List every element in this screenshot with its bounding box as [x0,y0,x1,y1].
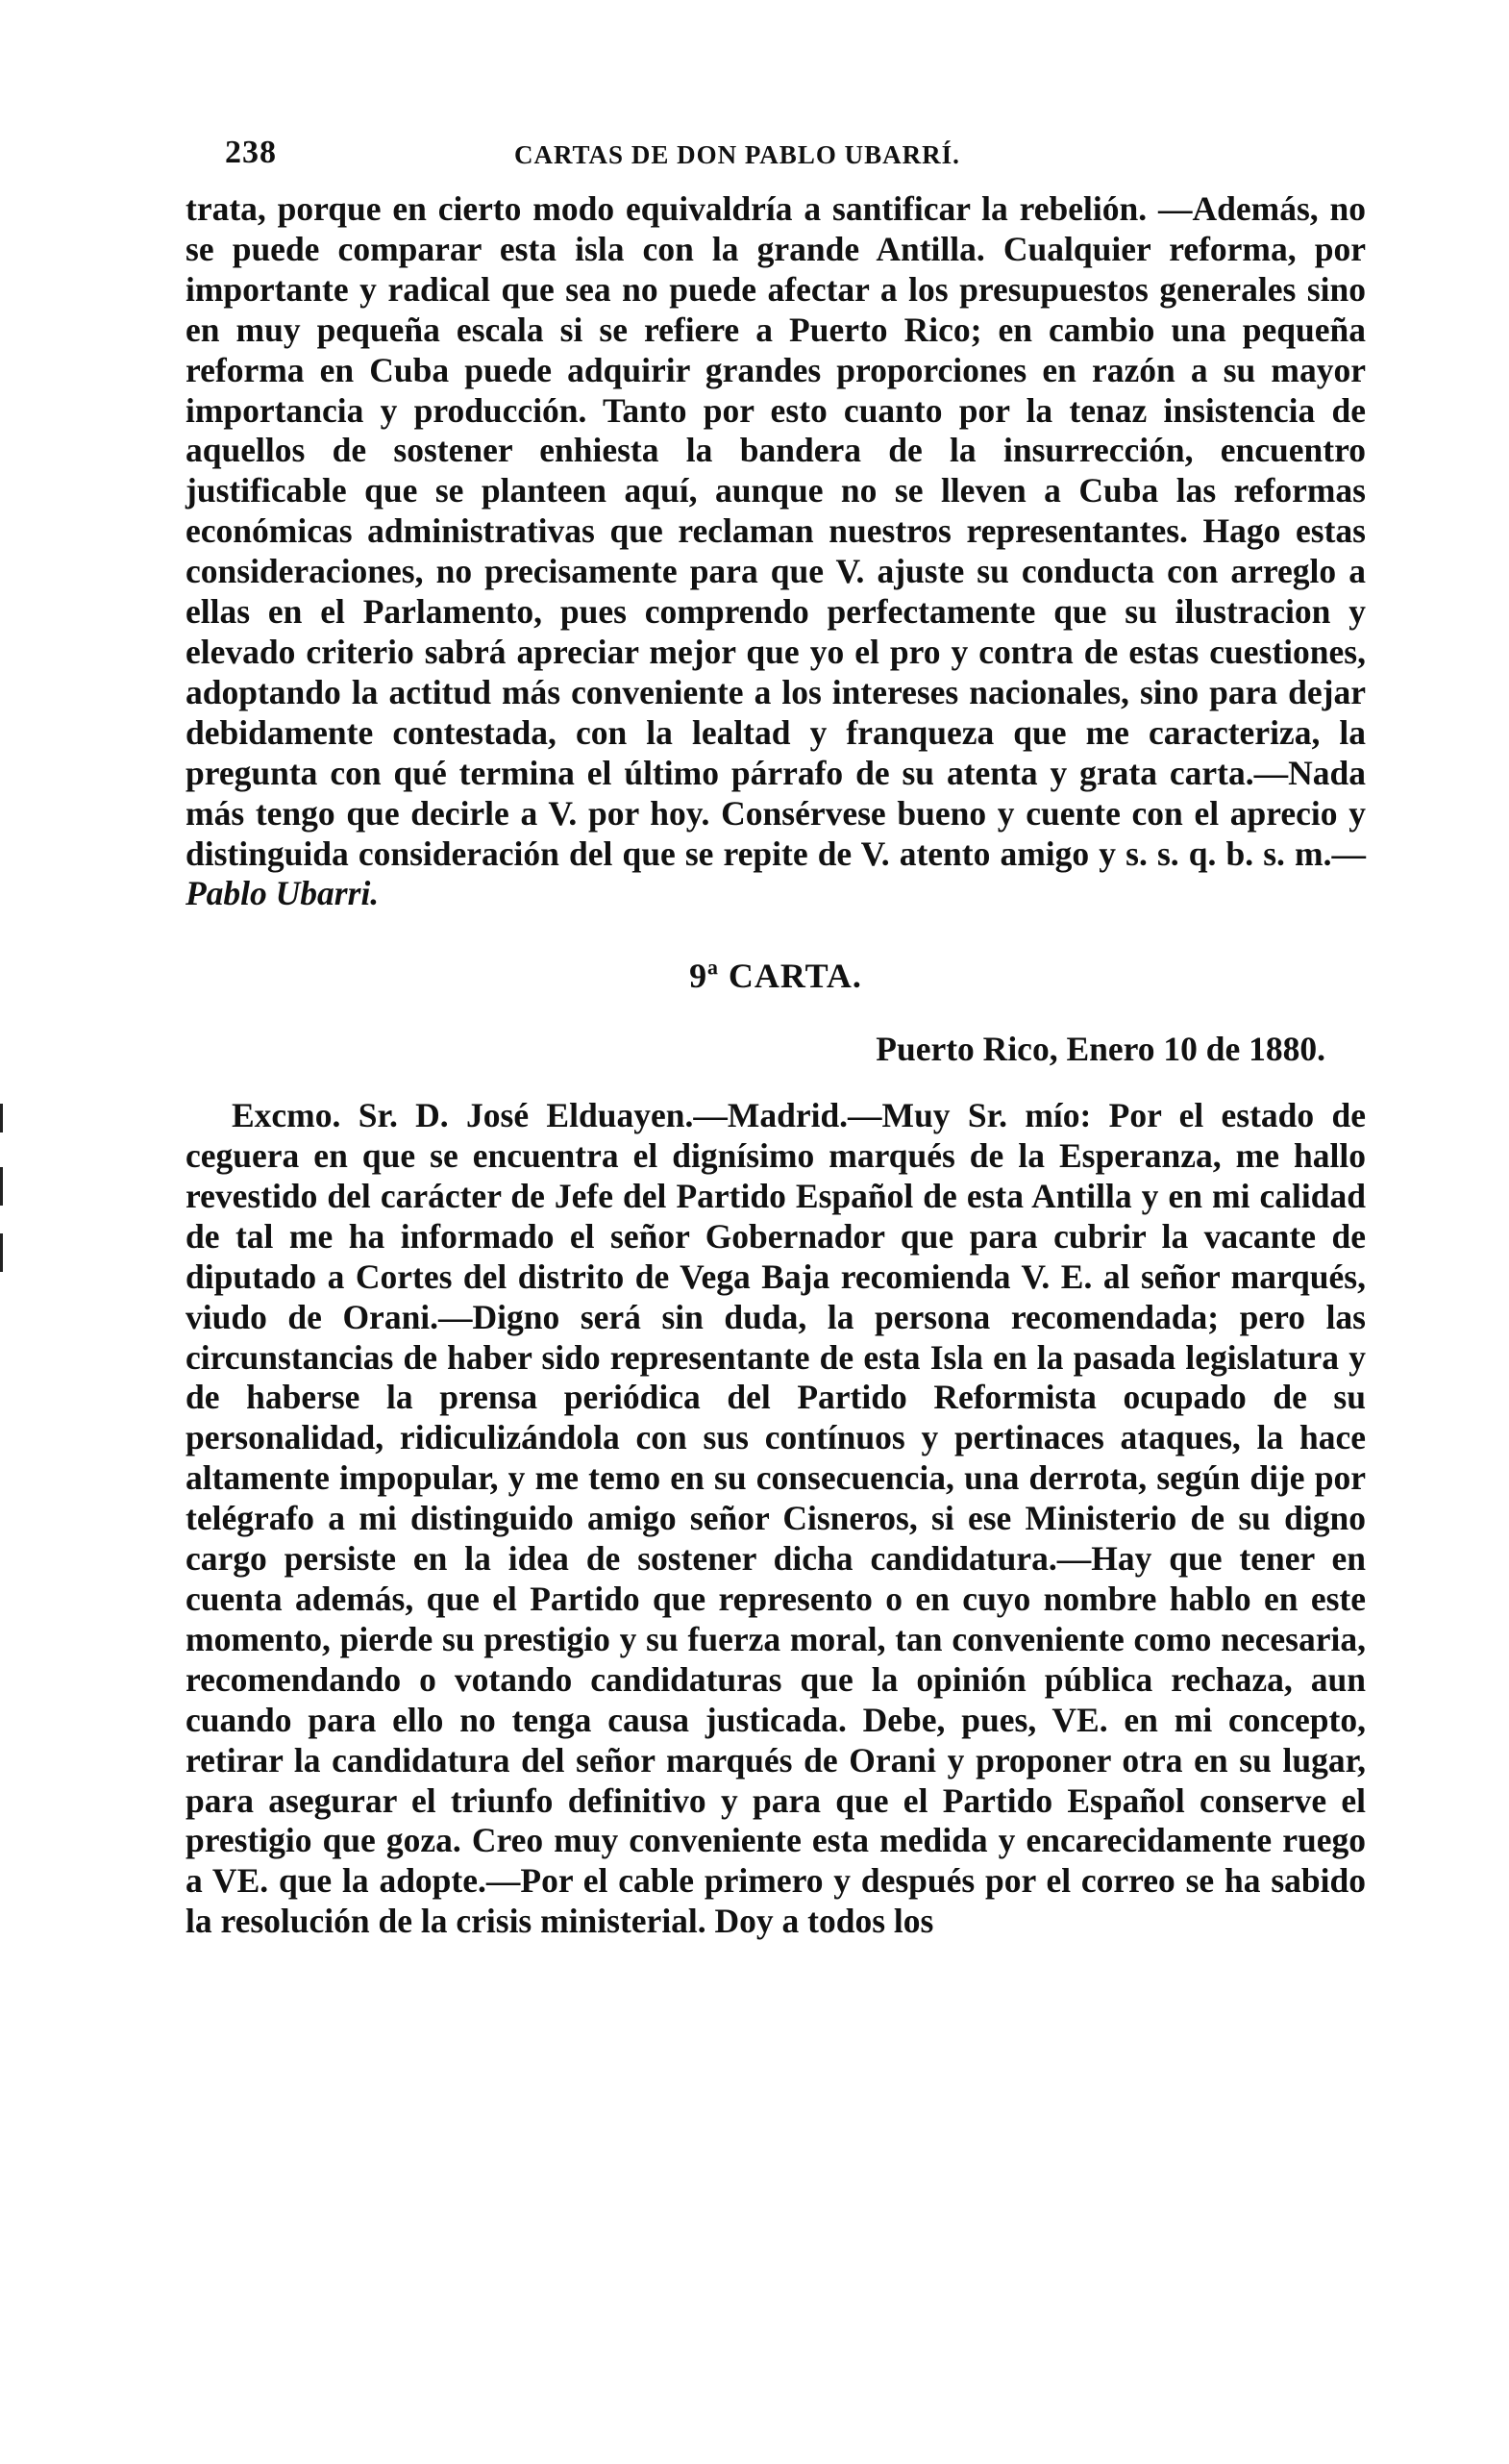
place-date: Puerto Rico, Enero 10 de 1880. [876,1030,1325,1069]
continuation-text: trata, porque en cierto modo equivaldría a santificar la rebelión. —Además, no se puede comparar esta isla con la grande Antilla. Cualquier reforma, por importante y radical que sea no puede afectar a los presupuestos generales sino en muy pequeña escala si se refiere a Puerto Rico; en cambio una pequeña reforma en Cuba puede adquirir grandes proporciones en razón a su mayor importancia y producción. Tanto por esto cuanto por la tenaz insistencia de aquellos de sostener enhiesta la bandera de la insurrección, encuentro justificable que se planteen aquí, aunque no se lleven a Cuba las reformas económicas administrativas que reclaman nuestros representantes. Hago estas consideraciones, no precisamente para que V. ajuste su conducta con arreglo a ellas en el Parlamento, pues comprendo perfectamente que su ilustracion y elevado criterio sabrá apreciar mejor que yo el pro y contra de estas cuestiones, adoptando la actitud más conveniente a los intereses nacionales, sino para dejar debidamente contestada, con la lealtad y franqueza que me caracteriza, la pregunta con qué termina el último párrafo de su atenta y grata carta.—Nada más tengo que decirle a V. por hoy. Consérvese bueno y cuente con el aprecio y distinguida consideración del que se repite de V. atento amigo y s. s. q. b. s. m.— [186,189,1366,873]
letter-heading: 9ª CARTA. [689,957,862,996]
page-header [221,135,1355,183]
page-body [186,189,1366,1942]
scan-margin-mark [0,1104,3,1132]
signature: Pablo Ubarri. [186,874,380,913]
letter-paragraph: Excmo. Sr. D. José Elduayen.—Madrid.—Muy Sr. mío: Por el estado de ceguera en que se encuentra el dignísimo marqués de la Esperanza, me hallo revestido del carácter de Jefe del Partido Español de esta Antilla y en mi calidad de tal me ha informado el señor Gobernador que para cubrir la vacante de diputado a Cortes del distrito de Vega Baja recomienda V. E. al señor marqués, viudo de Orani.—Digno será sin duda, la persona recomendada; pero las circunstancias de haber sido representante de esta Isla en la pasada legislatura y de haberse la prensa periódica del Partido Reformista ocupado de su personalidad, ridiculizándola con sus contínuos y pertinaces ataques, la hace altamente impopular, y me temo en su consecuencia, una derrota, según dije por telégrafo a mi distinguido amigo señor Cisneros, si ese Ministerio de su digno cargo persiste en la idea de sostener dicha candidatura.—Hay que tener en cuenta además, que el Partido que represento o en cuyo nombre hablo en este momento, pierde su prestigio y su fuerza moral, tan conveniente como necesaria, recomendando o votando candidaturas que la opinión pública rechaza, aun cuando para ello no tenga causa justicada. Debe, pues, VE. en mi concepto, retirar la candidatura del señor marqués de Orani y proponer otra en su lugar, para asegurar el triunfo definitivo y para que el Partido Español conserve el prestigio que goza. Creo muy conveniente esta medida y encarecidamente ruego a VE. que la adopte.—Por el cable primero y después por el correo se ha sabido la resolución de la crisis ministerial. Doy a todos los [186,1096,1366,1941]
scan-margin-mark [0,1167,3,1206]
continuation-paragraph [186,189,1366,914]
page-number: 238 [225,135,277,170]
running-head: CARTAS DE DON PABLO UBARRÍ. [514,140,960,169]
scan-margin-mark [0,1233,3,1272]
